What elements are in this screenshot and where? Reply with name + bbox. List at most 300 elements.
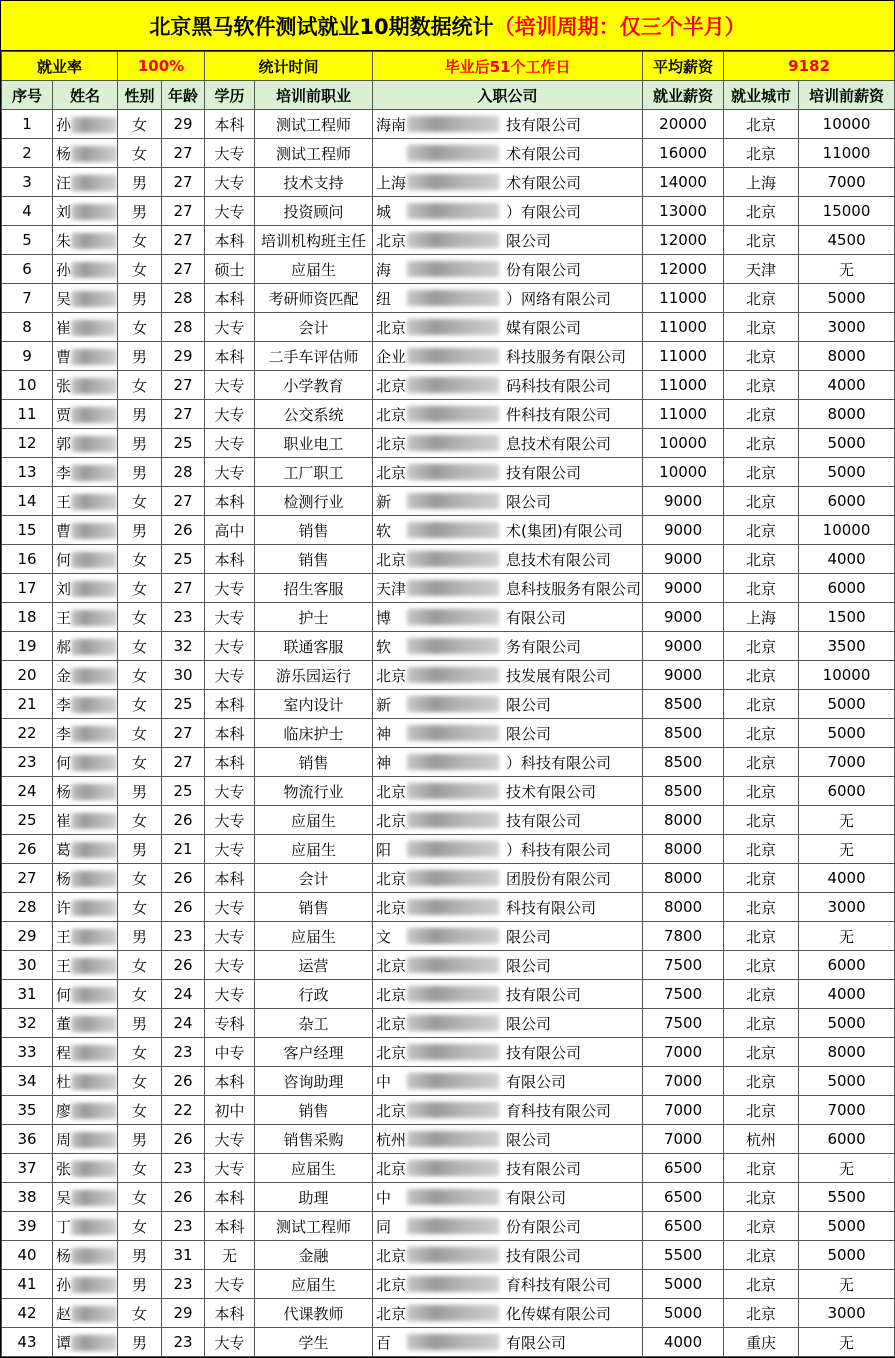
cell-company [373, 197, 643, 226]
cell-gender: 男 [118, 458, 162, 487]
cell-gender: 女 [118, 574, 162, 603]
employment-rate-value: 100% [118, 52, 205, 81]
cell-age: 25 [162, 545, 205, 574]
cell-gender: 女 [118, 864, 162, 893]
company-prefix: 天津 [376, 579, 407, 598]
name-surname: 周 [56, 1130, 72, 1149]
name-redaction-blur [71, 291, 117, 307]
table-row [2, 1183, 895, 1212]
cell-index: 17 [2, 574, 53, 603]
name-surname: 何 [56, 753, 72, 772]
cell-name [53, 864, 118, 893]
table-row [2, 922, 895, 951]
cell-prev-job: 投资顾问 [255, 197, 373, 226]
cell-prev-salary: 3000 [799, 313, 895, 342]
cell-salary: 4000 [643, 1328, 724, 1357]
cell-education: 大专 [205, 951, 255, 980]
cell-salary: 7500 [643, 980, 724, 1009]
cell-index: 4 [2, 197, 53, 226]
cell-age: 25 [162, 429, 205, 458]
company-redaction-blur [407, 435, 499, 451]
table-row [2, 719, 895, 748]
company-redaction-blur [407, 928, 499, 944]
cell-index: 5 [2, 226, 53, 255]
cell-gender: 女 [118, 719, 162, 748]
name-redaction-blur [71, 117, 117, 133]
cell-prev-job: 代课教师 [255, 1299, 373, 1328]
cell-prev-salary: 无 [799, 1328, 895, 1357]
cell-prev-job: 工厂职工 [255, 458, 373, 487]
table-row [2, 1328, 895, 1357]
name-redaction-blur [71, 1219, 117, 1235]
cell-name [53, 922, 118, 951]
company-redaction-blur [407, 116, 499, 132]
cell-city: 北京 [724, 748, 799, 777]
company-redaction-blur [407, 1102, 499, 1118]
company-suffix: 限公司 [506, 1130, 552, 1149]
cell-prev-job: 销售 [255, 545, 373, 574]
cell-index: 38 [2, 1183, 53, 1212]
table-row [2, 1096, 895, 1125]
name-redaction-blur [71, 233, 117, 249]
cell-prev-job: 金融 [255, 1241, 373, 1270]
company-redaction-blur [407, 1015, 499, 1031]
company-redaction-blur [407, 1247, 499, 1263]
name-redaction-blur [71, 581, 117, 597]
cell-city: 北京 [724, 1270, 799, 1299]
company-redaction-blur [407, 812, 499, 828]
cell-company [373, 864, 643, 893]
cell-company [373, 574, 643, 603]
cell-gender: 男 [118, 1125, 162, 1154]
name-surname: 贾 [56, 405, 72, 424]
company-redaction-blur [407, 174, 499, 190]
company-prefix: 博 [376, 608, 392, 627]
cell-salary: 8000 [643, 835, 724, 864]
company-suffix: 息技术有限公司 [506, 550, 612, 569]
name-redaction-blur [71, 320, 117, 336]
company-prefix: 神 [376, 753, 392, 772]
cell-age: 28 [162, 313, 205, 342]
cell-salary: 11000 [643, 400, 724, 429]
col-header-index: 序号 [2, 81, 53, 110]
table-row [2, 951, 895, 980]
company-redaction-blur [407, 899, 499, 915]
name-surname: 杜 [56, 1072, 72, 1091]
company-prefix: 城 [376, 202, 392, 221]
cell-city: 北京 [724, 1183, 799, 1212]
company-suffix: 技有限公司 [506, 115, 582, 134]
cell-age: 21 [162, 835, 205, 864]
cell-index: 22 [2, 719, 53, 748]
company-redaction-blur [407, 1218, 499, 1234]
cell-age: 27 [162, 139, 205, 168]
table-row [2, 1270, 895, 1299]
company-prefix: 文 [376, 927, 392, 946]
stat-time-value: 毕业后51个工作日 [373, 52, 643, 81]
table-row [2, 1125, 895, 1154]
company-suffix: 份有限公司 [506, 1217, 582, 1236]
cell-gender: 男 [118, 1270, 162, 1299]
cell-gender: 男 [118, 1009, 162, 1038]
company-prefix: 杭州 [376, 1130, 407, 1149]
cell-prev-job: 测试工程师 [255, 110, 373, 139]
cell-prev-salary: 6000 [799, 487, 895, 516]
company-prefix: 新 [376, 492, 392, 511]
company-suffix: ）科技有限公司 [506, 753, 612, 772]
cell-prev-salary: 4000 [799, 545, 895, 574]
cell-index: 15 [2, 516, 53, 545]
cell-name [53, 690, 118, 719]
company-suffix: 技有限公司 [506, 1159, 582, 1178]
cell-salary: 5000 [643, 1299, 724, 1328]
cell-education: 大专 [205, 400, 255, 429]
table-row [2, 574, 895, 603]
company-suffix: 技发展有限公司 [506, 666, 612, 685]
table-row [2, 806, 895, 835]
cell-company [373, 1038, 643, 1067]
name-redaction-blur [71, 668, 117, 684]
cell-index: 11 [2, 400, 53, 429]
company-prefix: 北京 [376, 405, 407, 424]
cell-company [373, 429, 643, 458]
cell-company [373, 487, 643, 516]
cell-prev-salary: 7000 [799, 1096, 895, 1125]
company-prefix: 北京 [376, 985, 407, 1004]
cell-company [373, 893, 643, 922]
cell-age: 23 [162, 603, 205, 632]
cell-gender: 男 [118, 1328, 162, 1357]
cell-prev-salary: 4000 [799, 980, 895, 1009]
cell-city: 北京 [724, 1212, 799, 1241]
company-prefix: 北京 [376, 956, 407, 975]
cell-name [53, 1299, 118, 1328]
cell-age: 26 [162, 1183, 205, 1212]
cell-index: 18 [2, 603, 53, 632]
cell-company [373, 1067, 643, 1096]
cell-city: 北京 [724, 226, 799, 255]
cell-gender: 女 [118, 951, 162, 980]
company-prefix: 上海 [376, 173, 407, 192]
cell-company [373, 1328, 643, 1357]
name-redaction-blur [71, 900, 117, 916]
name-redaction-blur [71, 1103, 117, 1119]
cell-education: 本科 [205, 487, 255, 516]
cell-name [53, 748, 118, 777]
cell-prev-job: 应届生 [255, 1154, 373, 1183]
cell-education: 大专 [205, 1270, 255, 1299]
name-surname: 杨 [56, 782, 72, 801]
cell-company [373, 458, 643, 487]
name-surname: 杨 [56, 144, 72, 163]
company-redaction-blur [407, 667, 499, 683]
name-redaction-blur [71, 726, 117, 742]
cell-index: 12 [2, 429, 53, 458]
cell-prev-salary: 7000 [799, 748, 895, 777]
title-highlight: （培训周期：仅三个半月） [493, 14, 746, 39]
cell-prev-job: 咨询助理 [255, 1067, 373, 1096]
company-suffix: 限公司 [506, 231, 552, 250]
cell-index: 2 [2, 139, 53, 168]
name-surname: 郭 [56, 434, 72, 453]
table-row [2, 1038, 895, 1067]
name-redaction-blur [71, 146, 117, 162]
cell-salary: 11000 [643, 284, 724, 313]
cell-name [53, 1067, 118, 1096]
table-row [2, 632, 895, 661]
cell-city: 北京 [724, 922, 799, 951]
header-row [2, 81, 895, 110]
cell-age: 28 [162, 458, 205, 487]
cell-salary: 12000 [643, 226, 724, 255]
cell-salary: 9000 [643, 574, 724, 603]
table-row [2, 1299, 895, 1328]
company-suffix: 技有限公司 [506, 985, 582, 1004]
cell-index: 43 [2, 1328, 53, 1357]
cell-prev-job: 客户经理 [255, 1038, 373, 1067]
cell-gender: 女 [118, 806, 162, 835]
table-row [2, 835, 895, 864]
cell-age: 27 [162, 197, 205, 226]
name-surname: 李 [56, 724, 72, 743]
cell-city: 北京 [724, 661, 799, 690]
cell-age: 26 [162, 516, 205, 545]
cell-education: 大专 [205, 777, 255, 806]
company-prefix: 中 [376, 1072, 392, 1091]
name-redaction-blur [71, 697, 117, 713]
cell-name [53, 1096, 118, 1125]
cell-education: 大专 [205, 661, 255, 690]
cell-salary: 5500 [643, 1241, 724, 1270]
name-redaction-blur [71, 1161, 117, 1177]
cell-prev-salary: 15000 [799, 197, 895, 226]
cell-age: 24 [162, 980, 205, 1009]
cell-city: 北京 [724, 893, 799, 922]
cell-salary: 9000 [643, 603, 724, 632]
company-prefix: 北京 [376, 1014, 407, 1033]
cell-prev-job: 助理 [255, 1183, 373, 1212]
cell-age: 27 [162, 574, 205, 603]
cell-gender: 女 [118, 1299, 162, 1328]
name-surname: 张 [56, 1159, 72, 1178]
company-redaction-blur [407, 261, 499, 277]
cell-city: 北京 [724, 574, 799, 603]
col-header-city: 就业城市 [724, 81, 799, 110]
cell-index: 33 [2, 1038, 53, 1067]
cell-education: 中专 [205, 1038, 255, 1067]
cell-city: 北京 [724, 197, 799, 226]
cell-prev-salary: 5000 [799, 429, 895, 458]
cell-prev-job: 测试工程师 [255, 1212, 373, 1241]
cell-city: 北京 [724, 1154, 799, 1183]
cell-name [53, 574, 118, 603]
company-redaction-blur [407, 348, 499, 364]
cell-city: 北京 [724, 342, 799, 371]
company-prefix: 北京 [376, 1304, 407, 1323]
cell-salary: 9000 [643, 487, 724, 516]
company-suffix: 限公司 [506, 724, 552, 743]
cell-index: 28 [2, 893, 53, 922]
cell-age: 27 [162, 487, 205, 516]
company-prefix: 北京 [376, 1043, 407, 1062]
name-redaction-blur [71, 1074, 117, 1090]
cell-salary: 6500 [643, 1183, 724, 1212]
company-redaction-blur [407, 1044, 499, 1060]
cell-name [53, 516, 118, 545]
cell-index: 24 [2, 777, 53, 806]
cell-salary: 14000 [643, 168, 724, 197]
cell-index: 29 [2, 922, 53, 951]
cell-city: 北京 [724, 110, 799, 139]
cell-name [53, 951, 118, 980]
company-suffix: 码科技有限公司 [506, 376, 612, 395]
name-redaction-blur [71, 175, 117, 191]
name-surname: 程 [56, 1043, 72, 1062]
cell-index: 16 [2, 545, 53, 574]
table-row [2, 777, 895, 806]
name-surname: 杨 [56, 1246, 72, 1265]
cell-education: 大专 [205, 1125, 255, 1154]
employment-table [1, 51, 895, 1357]
cell-prev-salary: 8000 [799, 342, 895, 371]
cell-age: 23 [162, 1038, 205, 1067]
cell-age: 26 [162, 806, 205, 835]
company-suffix: 育科技有限公司 [506, 1275, 612, 1294]
name-redaction-blur [71, 639, 117, 655]
company-suffix: 化传媒有限公司 [506, 1304, 612, 1323]
cell-age: 29 [162, 1299, 205, 1328]
company-redaction-blur [407, 377, 499, 393]
company-suffix: 技有限公司 [506, 1246, 582, 1265]
cell-city: 北京 [724, 835, 799, 864]
table-row [2, 1241, 895, 1270]
cell-age: 26 [162, 864, 205, 893]
cell-age: 27 [162, 168, 205, 197]
cell-index: 21 [2, 690, 53, 719]
cell-city: 北京 [724, 487, 799, 516]
cell-name [53, 1241, 118, 1270]
cell-company [373, 980, 643, 1009]
cell-name [53, 371, 118, 400]
table-row [2, 980, 895, 1009]
cell-city: 杭州 [724, 1125, 799, 1154]
cell-prev-job: 临床护士 [255, 719, 373, 748]
name-redaction-blur [71, 204, 117, 220]
cell-gender: 男 [118, 516, 162, 545]
cell-salary: 7000 [643, 1125, 724, 1154]
name-surname: 葛 [56, 840, 72, 859]
cell-index: 35 [2, 1096, 53, 1125]
cell-prev-job: 销售 [255, 748, 373, 777]
cell-name [53, 197, 118, 226]
cell-name [53, 1212, 118, 1241]
table-row [2, 284, 895, 313]
table-row [2, 197, 895, 226]
cell-prev-job: 销售 [255, 1096, 373, 1125]
company-prefix: 北京 [376, 1246, 407, 1265]
cell-prev-job: 公交系统 [255, 400, 373, 429]
cell-prev-job: 应届生 [255, 922, 373, 951]
cell-gender: 男 [118, 429, 162, 458]
table-row [2, 1212, 895, 1241]
company-redaction-blur [407, 319, 499, 335]
cell-index: 10 [2, 371, 53, 400]
name-surname: 朱 [56, 231, 72, 250]
cell-name [53, 139, 118, 168]
cell-company [373, 603, 643, 632]
company-redaction-blur [407, 203, 499, 219]
company-suffix: 有限公司 [506, 1188, 567, 1207]
cell-prev-salary: 5000 [799, 458, 895, 487]
cell-salary: 5000 [643, 1270, 724, 1299]
cell-index: 19 [2, 632, 53, 661]
company-suffix: 术(集团)有限公司 [506, 521, 623, 540]
company-redaction-blur [407, 1189, 499, 1205]
cell-age: 27 [162, 719, 205, 748]
name-surname: 李 [56, 463, 72, 482]
company-prefix: 北京 [376, 1275, 407, 1294]
cell-salary: 8500 [643, 719, 724, 748]
company-suffix: 科技有限公司 [506, 898, 597, 917]
name-redaction-blur [71, 784, 117, 800]
cell-index: 23 [2, 748, 53, 777]
cell-city: 北京 [724, 284, 799, 313]
cell-company [373, 168, 643, 197]
cell-prev-job: 会计 [255, 313, 373, 342]
company-redaction-blur [407, 406, 499, 422]
cell-prev-salary: 8000 [799, 1038, 895, 1067]
cell-gender: 男 [118, 284, 162, 313]
company-prefix: 百 [376, 1333, 392, 1352]
name-redaction-blur [71, 929, 117, 945]
cell-name [53, 1154, 118, 1183]
name-redaction-blur [71, 465, 117, 481]
company-redaction-blur [407, 580, 499, 596]
company-suffix: 术有限公司 [506, 173, 582, 192]
cell-prev-salary: 5000 [799, 719, 895, 748]
cell-company [373, 284, 643, 313]
company-suffix: 限公司 [506, 956, 552, 975]
company-prefix: 北京 [376, 1159, 407, 1178]
cell-name [53, 1009, 118, 1038]
cell-company [373, 1009, 643, 1038]
name-surname: 王 [56, 927, 72, 946]
cell-education: 本科 [205, 748, 255, 777]
cell-gender: 女 [118, 1154, 162, 1183]
cell-company [373, 835, 643, 864]
company-redaction-blur [407, 609, 499, 625]
name-redaction-blur [71, 871, 117, 887]
cell-age: 31 [162, 1241, 205, 1270]
cell-prev-salary: 4000 [799, 371, 895, 400]
cell-name [53, 487, 118, 516]
col-header-prev-job: 培训前职业 [255, 81, 373, 110]
cell-gender: 女 [118, 487, 162, 516]
cell-gender: 女 [118, 603, 162, 632]
cell-gender: 女 [118, 661, 162, 690]
name-redaction-blur [71, 436, 117, 452]
cell-prev-salary: 3000 [799, 893, 895, 922]
cell-name [53, 719, 118, 748]
company-redaction-blur [407, 290, 499, 306]
cell-education: 大专 [205, 1328, 255, 1357]
cell-prev-job: 应届生 [255, 1270, 373, 1299]
cell-salary: 20000 [643, 110, 724, 139]
company-suffix: 份有限公司 [506, 260, 582, 279]
company-redaction-blur [407, 957, 499, 973]
cell-prev-salary: 8000 [799, 400, 895, 429]
cell-prev-salary: 10000 [799, 110, 895, 139]
